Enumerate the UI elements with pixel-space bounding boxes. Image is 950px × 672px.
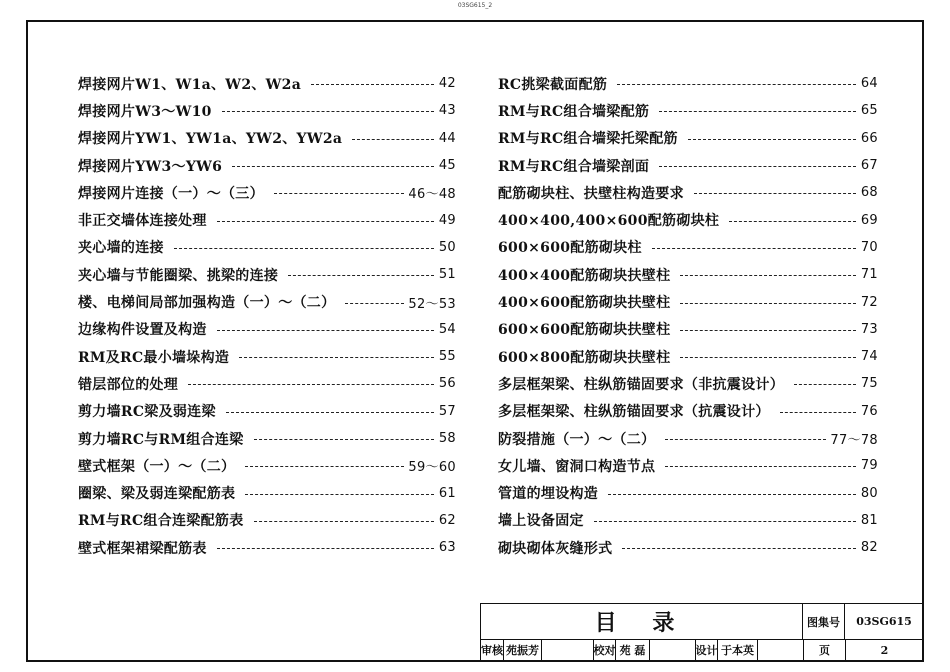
toc-dot-leader (226, 412, 434, 413)
toc-entry-title: 400×600配筋砌块扶壁柱 (498, 295, 671, 312)
toc-entry-title: 焊接网片YW3～YW6 (78, 158, 223, 175)
toc-dot-leader (217, 548, 434, 549)
toc-entry (498, 343, 878, 370)
toc-entry-title: 焊接网片连接（一）～（三） (78, 185, 264, 202)
toc-entry-page: 77～78 (830, 433, 878, 448)
toc-entry-page: 51 (438, 267, 456, 283)
toc-entry-title: 400×400,400×600配筋砌块柱 (498, 213, 720, 230)
toc-entry (78, 534, 456, 561)
toc-dot-leader (617, 84, 856, 85)
toc-entry (78, 343, 456, 370)
toc-entry-page: 64 (860, 76, 878, 92)
toc-entry-title: RM与RC组合连梁配筋表 (78, 513, 244, 530)
toc-entry-page: 56 (438, 376, 456, 392)
toc-entry (498, 534, 878, 561)
toc-dot-leader (311, 84, 434, 85)
toc-entry (78, 234, 456, 261)
toc-entry-title: 墙上设备固定 (498, 513, 584, 530)
toc-dot-leader (188, 384, 434, 385)
toc-entry-title: 错层部位的处理 (78, 376, 179, 393)
toc-entry-title: 女儿墙、窗洞口构造节点 (498, 458, 656, 475)
toc-dot-leader (794, 384, 856, 385)
toc-dot-leader (274, 193, 405, 194)
toc-entry-page: 65 (860, 103, 878, 119)
toc-entry (498, 152, 878, 179)
toc-entry-page: 58 (438, 431, 456, 446)
toc-entry-page: 46～48 (408, 187, 456, 203)
toc-entry-title: 配筋砌块柱、扶壁柱构造要求 (498, 185, 684, 202)
toc-dot-leader (239, 357, 434, 358)
toc-entry-title: 壁式框架（一）～（二） (78, 458, 236, 475)
toc-entry (498, 316, 878, 343)
page-number: 2 (845, 639, 923, 661)
title-block-top-row (481, 604, 923, 640)
toc-dot-leader (232, 166, 434, 167)
toc-dot-leader (254, 521, 434, 522)
toc-entry-page: 76 (860, 403, 878, 419)
toc-dot-leader (622, 548, 856, 549)
toc-entry-page: 75 (860, 376, 878, 392)
toc-entry-page: 55 (438, 349, 456, 365)
toc-dot-leader (345, 303, 404, 304)
toc-entry-page: 82 (860, 540, 878, 556)
toc-entry-page: 68 (860, 185, 878, 201)
toc-entry (498, 288, 878, 315)
toc-entry-page: 45 (438, 158, 456, 174)
toc-entry-title: RC挑梁截面配筋 (498, 76, 608, 93)
toc-right-column (498, 70, 878, 561)
toc-entry (498, 206, 878, 233)
toc-entry-title: 焊接网片W1、W1a、W2、W2a (78, 76, 302, 93)
toc-entry-page: 70 (860, 239, 878, 255)
toc-entry-title: RM及RC最小墙垛构造 (78, 349, 230, 366)
toc-entry-title: 圈梁、梁及弱连梁配筋表 (78, 486, 236, 503)
toc-entry (498, 97, 878, 124)
toc-entry-page: 57 (438, 403, 456, 419)
toc-entry (498, 234, 878, 261)
toc-entry (78, 70, 456, 97)
toc-entry (78, 425, 456, 452)
toc-entry (78, 452, 456, 479)
toc-dot-leader (174, 248, 434, 249)
toc-entry (498, 125, 878, 152)
reviewer-signature (541, 639, 593, 661)
toc-dot-leader (680, 275, 856, 276)
toc-dot-leader (659, 166, 856, 167)
toc-entry-title: 多层框架梁、柱纵筋锚固要求（抗震设计） (498, 404, 770, 421)
page-label: 页 (803, 639, 845, 661)
toc-entry (78, 261, 456, 288)
title-block (480, 603, 923, 661)
toc-entry-title: 壁式框架裙梁配筋表 (78, 540, 207, 557)
designer-signature (757, 639, 803, 661)
toc-entry-title: 管道的埋设构造 (498, 486, 599, 503)
toc-dot-leader (780, 412, 856, 413)
toc-dot-leader (288, 275, 434, 276)
document-code-header: 03SG615_2 (457, 2, 493, 9)
toc-entry-page: 61 (438, 485, 456, 501)
toc-entry (498, 507, 878, 534)
toc-entry (78, 288, 456, 315)
toc-dot-leader (652, 248, 856, 249)
toc-entry-page: 67 (860, 158, 878, 174)
toc-entry-title: 防裂措施（一）～（二） (498, 431, 656, 448)
toc-entry (78, 398, 456, 425)
toc-entry-page: 72 (860, 294, 878, 310)
toc-entry-title: 非正交墙体连接处理 (78, 213, 207, 230)
toc-entry (78, 316, 456, 343)
toc-entry-page: 69 (860, 212, 878, 228)
review-label: 审核 (481, 644, 503, 657)
atlas-number: 03SG615 (856, 615, 912, 628)
toc-entry-page: 62 (438, 512, 456, 528)
toc-left-column (78, 70, 456, 561)
toc-entry-page: 79 (860, 458, 878, 474)
toc-entry-page: 50 (438, 239, 456, 255)
toc-entry-page: 43 (438, 103, 456, 119)
toc-entry (78, 370, 456, 397)
toc-entry-page: 66 (860, 130, 878, 146)
toc-entry (498, 261, 878, 288)
toc-entry-page: 73 (860, 321, 878, 337)
toc-dot-leader (594, 521, 856, 522)
checker-signature (649, 639, 695, 661)
toc-entry (78, 507, 456, 534)
toc-entry-page: 74 (860, 349, 878, 365)
toc-entry-page: 71 (860, 267, 878, 283)
toc-entry-title: 600×600配筋砌块柱 (498, 240, 642, 257)
toc-dot-leader (222, 111, 434, 112)
toc-dot-leader (688, 139, 856, 140)
toc-entry-title: 楼、电梯间局部加强构造（一）～（二） (78, 295, 336, 312)
toc-dot-leader (659, 111, 856, 112)
toc-entry (498, 479, 878, 506)
toc-entry-title: 600×800配筋砌块扶壁柱 (498, 349, 671, 366)
toc-entry-page: 63 (438, 540, 456, 556)
toc-entry-page: 52～53 (408, 296, 456, 312)
toc-entry (78, 97, 456, 124)
toc-entry (78, 125, 456, 152)
toc-dot-leader (245, 466, 404, 467)
toc-entry-page: 59～60 (408, 460, 456, 476)
toc-entry (78, 206, 456, 233)
toc-entry (78, 152, 456, 179)
title-block-signature-row (481, 639, 923, 661)
toc-dot-leader (608, 494, 856, 495)
toc-dot-leader (729, 221, 856, 222)
atlas-number-label: 图集号 (803, 604, 845, 639)
toc-entry (498, 452, 878, 479)
toc-dot-leader (665, 466, 856, 467)
toc-entry-title: 夹心墙与节能圈梁、挑梁的连接 (78, 267, 279, 284)
toc-entry-title: 边缘构件设置及构造 (78, 322, 207, 339)
toc-entry-title: 400×400配筋砌块扶壁柱 (498, 267, 671, 284)
toc-entry-title: 焊接网片YW1、YW1a、YW2、YW2a (78, 131, 343, 148)
toc-dot-leader (694, 193, 856, 194)
toc-entry-title: 夹心墙的连接 (78, 240, 164, 257)
toc-entry (498, 179, 878, 206)
toc-entry (498, 425, 878, 452)
toc-dot-leader (665, 439, 826, 440)
toc-entry (498, 370, 878, 397)
toc-entry (498, 70, 878, 97)
toc-entry-title: 剪力墙RC与RM组合连梁 (78, 431, 244, 448)
toc-entry (78, 179, 456, 206)
toc-dot-leader (680, 357, 856, 358)
toc-entry-title: RM与RC组合墙梁剖面 (498, 158, 650, 175)
design-label: 设计 (695, 639, 717, 661)
toc-dot-leader (680, 330, 856, 331)
toc-entry-page: 44 (438, 130, 456, 146)
toc-entry-page: 42 (438, 76, 456, 92)
toc-dot-leader (217, 330, 434, 331)
toc-entry-title: 砌块砌体灰缝形式 (498, 540, 613, 557)
sheet-title: 目 录 (481, 604, 803, 639)
toc-entry-title: RM与RC组合墙梁托梁配筋 (498, 131, 678, 148)
toc-entry-title: 剪力墙RC梁及弱连梁 (78, 404, 216, 421)
toc-entry-title: 焊接网片W3～W10 (78, 103, 212, 120)
toc-entry-page: 49 (438, 212, 456, 228)
toc-entry-title: 多层框架梁、柱纵筋锚固要求（非抗震设计） (498, 376, 784, 393)
toc-entry-page: 80 (860, 485, 878, 501)
designer-name: 于本英 (717, 639, 757, 661)
reviewer-name: 苑振芳 (503, 639, 541, 661)
toc-entry-title: 600×600配筋砌块扶壁柱 (498, 322, 671, 339)
check-label: 校对 (593, 639, 615, 661)
toc-dot-leader (352, 139, 434, 140)
toc-entry-page: 81 (860, 512, 878, 528)
checker-name: 苑 磊 (615, 639, 649, 661)
toc-entry (78, 479, 456, 506)
toc-dot-leader (245, 494, 434, 495)
toc-dot-leader (217, 221, 434, 222)
toc-dot-leader (254, 439, 434, 440)
toc-entry-page: 54 (438, 321, 456, 337)
toc-dot-leader (680, 303, 856, 304)
toc-entry (498, 398, 878, 425)
toc-entry-title: RM与RC组合墙梁配筋 (498, 103, 650, 120)
